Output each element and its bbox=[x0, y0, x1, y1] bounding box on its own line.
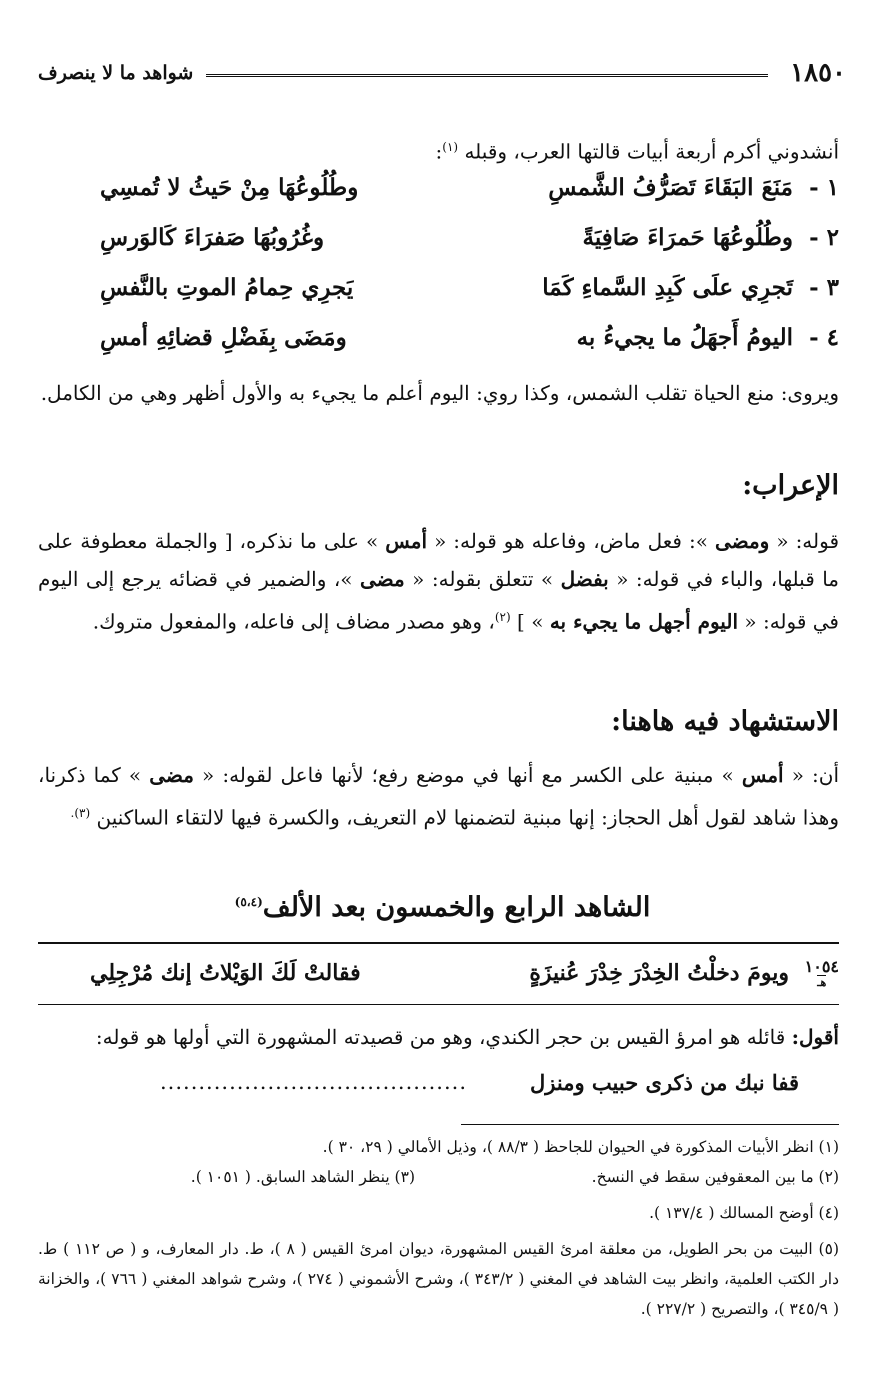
variant-note: ويروى: منع الحياة تقلب الشمس، وكذا روي: اليوم أعلم ما يجيء به والأول أظهر وهي من الكامل. bbox=[40, 381, 839, 405]
verse-second-hemistich: وغُرُوبُهَا صَفرَاءَ كَالوَرسِ bbox=[100, 224, 325, 251]
verse-number: ٤ - bbox=[809, 324, 839, 351]
aqul-paragraph bbox=[38, 1018, 839, 1056]
footnote-4: (٤) أوضح المسالك ( ١٣٧/٤ ). bbox=[649, 1204, 839, 1222]
irab-keyword: بفضل bbox=[560, 567, 609, 591]
title-rule bbox=[38, 942, 839, 944]
irab-keyword: اليوم أجهل ما يجيء به bbox=[549, 609, 738, 634]
header-rule bbox=[206, 74, 768, 80]
istishhad-paragraph bbox=[38, 756, 839, 837]
irab-text: » تتعلق بقوله: « bbox=[412, 567, 554, 591]
irab-keyword: أمس bbox=[385, 529, 428, 553]
verse-number: ٣ - bbox=[809, 274, 839, 301]
verse-first-hemistich: اليومُ أَجهَلُ ما يجيءُ به bbox=[576, 324, 793, 351]
irab-text: ، وهو مصدر مضاف إلى فاعله، والمفعول متروك. bbox=[92, 609, 495, 634]
verse-second-hemistich: ومَضَى بِفَضْلِ قضائِهِ أمسِ bbox=[100, 324, 347, 351]
aqul-text: قائله هو امرؤ القيس بن حجر الكندي، وهو من قصيدته المشهورة التي أولها هو قوله: bbox=[95, 1025, 786, 1049]
verse-first-hemistich: وطُلُوعُهَا حَمرَاءَ صَافِيَةً bbox=[582, 224, 793, 251]
verse-second-hemistich: وطُلُوعُهَا مِنْ حَيثُ لا تُمسِي bbox=[100, 174, 359, 201]
verse-first-hemistich: مَنَعَ البَقَاءَ تَصَرُّفُ الشَّمسِ bbox=[548, 174, 793, 201]
verse-1 bbox=[38, 174, 839, 214]
verse-first-hemistich: تَجرِي علَى كَبِدِ السَّماءِ كَمَا bbox=[542, 274, 793, 301]
intro-line: أنشدوني أكرم أربعة أبيات قالتها العرب، وقبله $^{(١)}$: bbox=[435, 139, 839, 164]
page-header bbox=[38, 58, 846, 94]
istishhad-text: أن: « bbox=[791, 763, 839, 787]
istishhad-text: » كما ذكرنا، وهذا شاهد لقول أهل الحجاز: إنها مبنية لتضمنها لام التعريف، والكسرة فيها لالتقاء الساكنين bbox=[38, 763, 839, 830]
verse-number: ١ - bbox=[809, 174, 839, 201]
irab-text: » على ما نذكره، [ والجملة معطوفة على ما قبلها، والباء في قوله: « bbox=[38, 529, 840, 591]
verse-3 bbox=[38, 274, 839, 314]
verse-second-hemistich: يَجرِي حِمامُ الموتِ بالنَّفسِ bbox=[100, 274, 354, 301]
intro-text: أنشدوني أكرم أربعة أبيات قالتها العرب، وقبله bbox=[464, 139, 839, 164]
footnote-2: (٢) ما بين المعقوفين سقط في النسخ. bbox=[591, 1168, 839, 1186]
running-title: شواهد ما لا ينصرف bbox=[38, 62, 194, 84]
irab-text: » ] bbox=[517, 609, 544, 634]
irab-text: »: فعل ماض، وفاعله هو قوله: « bbox=[434, 529, 708, 553]
witness-verse bbox=[38, 958, 839, 998]
footnote-3: (٣) ينظر الشاهد السابق. ( ١٠٥١ ). bbox=[190, 1168, 415, 1186]
irab-text: قوله: « bbox=[776, 529, 840, 553]
irab-text: »، والضمير في قضائه يرجع إلى اليوم في قوله: « bbox=[38, 567, 839, 634]
istishhad-keyword: أمس bbox=[741, 763, 784, 787]
istishhad-text: » مبنية على الكسر مع أنها في موضع رفع؛ لأنها فاعل لقوله: « bbox=[202, 763, 734, 787]
footnote-ref-1: (١) bbox=[442, 140, 459, 154]
irab-paragraph bbox=[38, 522, 839, 641]
verse-number: ٢ - bbox=[809, 224, 839, 251]
witness-first-hemistich: ويومَ دخلْتُ الخِدْرَ خِدْرَ عُنيزَةٍ bbox=[529, 960, 789, 986]
footnote-ref-3: (٣). bbox=[70, 806, 91, 820]
footnote-ref-2: (٢) bbox=[494, 610, 511, 624]
page-number: ١٨٥٠ bbox=[790, 58, 846, 88]
footnote-5: (٥) البيت من بحر الطويل، من معلقة امرئ القيس المشهورة، ديوان امرئ القيس ( ٨ )، ط. دار المعارف، و ( ص ١١٢ ) ط. دار الكتب العلمية، وانظر بيت الشاهد في المغني ( ٣٤٣/٢ )، وشرح الأشموني ( ٢٧٤ )، وشرح شواهد المغني ( ٧٦٦ )، والخزانة ( ٣٤٥/٩ )، والتصريح ( ٢٢٧/٢ ). bbox=[38, 1240, 839, 1318]
section-heading-istishhad: الاستشهاد فيه هاهنا: bbox=[611, 706, 839, 737]
witness-title-text: الشاهد الرابع والخمسون بعد الألف bbox=[262, 892, 651, 923]
verse-2 bbox=[38, 224, 839, 264]
witness-title bbox=[0, 892, 885, 923]
verse-rule bbox=[38, 1004, 839, 1005]
ellipsis-dots: ........................................ bbox=[160, 1070, 468, 1094]
section-heading-irab: الإعراب: bbox=[742, 470, 839, 501]
irab-keyword: مضى bbox=[359, 567, 405, 591]
irab-keyword: ومضى bbox=[714, 529, 770, 553]
footnote-rule bbox=[461, 1124, 839, 1125]
verse-4 bbox=[38, 324, 839, 364]
footnote-ref-4-5: (٥،٤) bbox=[234, 895, 263, 909]
footnote-1: (١) انظر الأبيات المذكورة في الحيوان للجاحظ ( ٨٨/٣ )، وذيل الأمالي ( ٢٩، ٣٠ ). bbox=[322, 1138, 839, 1156]
witness-number bbox=[804, 957, 839, 990]
witness-second-hemistich: فقالتْ لَكَ الوَيْلاتُ إنك مُرْجِلِي bbox=[90, 960, 361, 986]
istishhad-keyword: مضى bbox=[149, 763, 194, 787]
witness-number-value: ١٠٥٤ bbox=[804, 957, 839, 976]
witness-number-sub: هـ bbox=[817, 976, 827, 989]
quoted-hemistich: قفا نبك من ذكرى حبيب ومنزل bbox=[530, 1070, 799, 1095]
aqul-label: أقول: bbox=[791, 1025, 839, 1049]
